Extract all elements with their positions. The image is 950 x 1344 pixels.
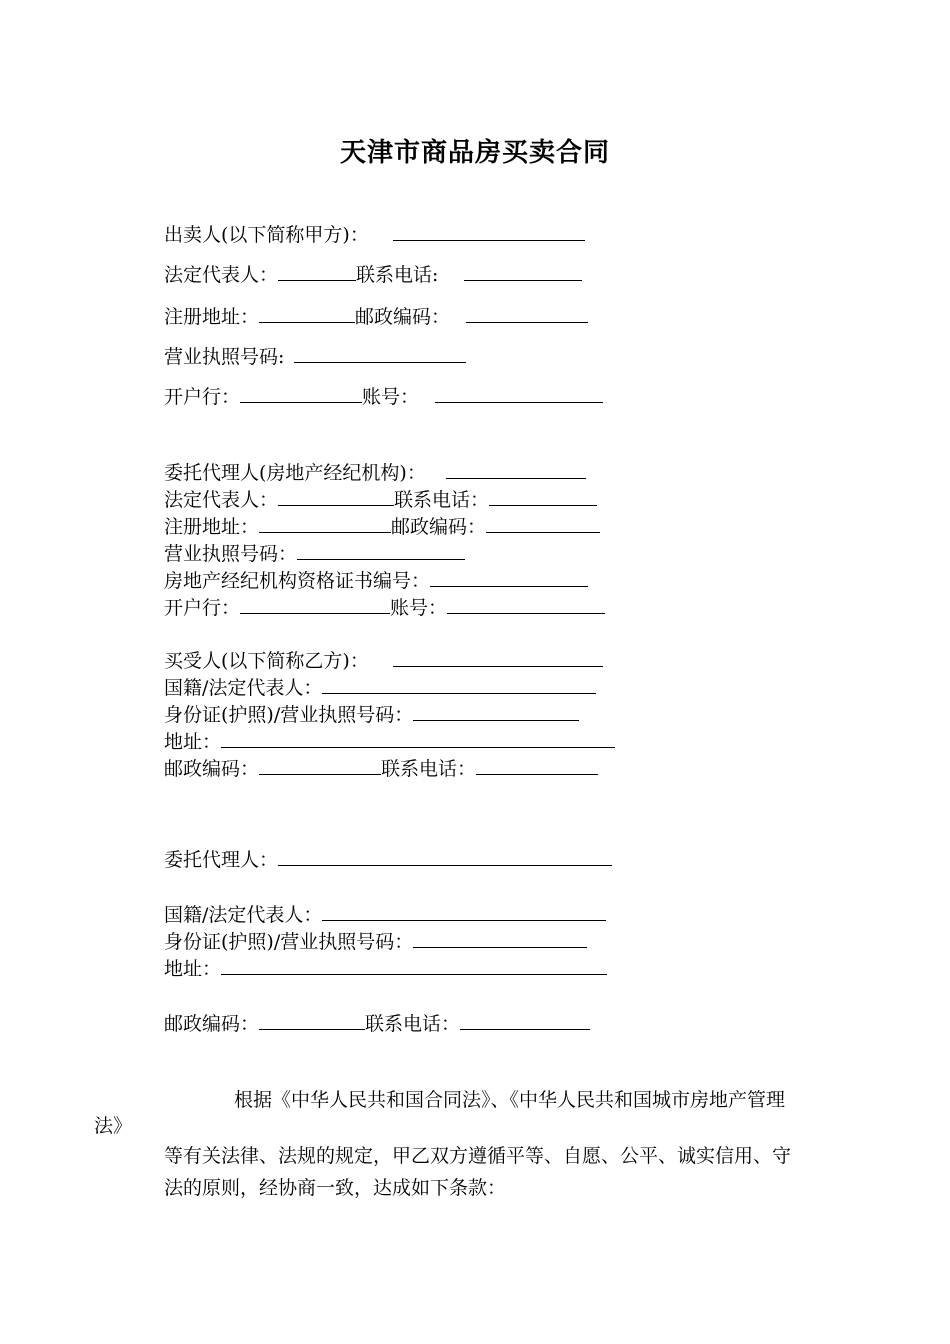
- buyer-id-row: [164, 702, 579, 727]
- seller-bank-row: [164, 384, 603, 409]
- seller-account-field[interactable]: [435, 384, 603, 403]
- seller-name-row: [164, 222, 585, 247]
- buyer-name-field[interactable]: [393, 648, 603, 667]
- buyer-agent-address-label: 地址：: [164, 958, 222, 980]
- buyer-agent-address-field[interactable]: [221, 956, 607, 975]
- buyer-agent-phone-label: 联系电话：: [365, 1013, 461, 1035]
- buyer-agent-name-label: 委托代理人：: [164, 849, 279, 871]
- seller-agent-license-row: [164, 541, 465, 566]
- buyer-agent-nationality-row: [164, 902, 606, 927]
- seller-agent-license-field[interactable]: [297, 541, 465, 560]
- buyer-postcode-row: [164, 756, 598, 781]
- seller-agent-legal-rep-label: 法定代表人：: [164, 489, 279, 511]
- seller-agent-bank-field[interactable]: [240, 595, 390, 614]
- seller-agent-cert-label: 房地产经纪机构资格证书编号：: [164, 570, 431, 592]
- seller-rep-row: [164, 262, 582, 287]
- seller-agent-rep-row: [164, 487, 597, 512]
- seller-agent-bank-label: 开户行：: [164, 597, 241, 619]
- buyer-agent-id-row: [164, 929, 587, 954]
- seller-license-row: [164, 344, 466, 369]
- buyer-nationality-row: [164, 675, 596, 700]
- buyer-agent-postcode-field[interactable]: [259, 1011, 365, 1030]
- seller-agent-name-label: 委托代理人(房地产经纪机构)：: [164, 462, 426, 484]
- preamble-line-4: 法的原则，经协商一致，达成如下条款：: [164, 1177, 507, 1199]
- seller-agent-postcode-field[interactable]: [486, 514, 600, 533]
- seller-license-field[interactable]: [294, 344, 466, 363]
- page-title: 天津市商品房买卖合同: [339, 138, 610, 168]
- seller-agent-account-field[interactable]: [447, 595, 605, 614]
- buyer-agent-postcode-label: 邮政编码：: [164, 1013, 260, 1035]
- seller-account-label: 账号：: [362, 386, 420, 408]
- seller-agent-postcode-label: 邮政编码：: [391, 516, 487, 538]
- seller-postcode-label: 邮政编码：: [355, 306, 451, 328]
- buyer-agent-address-row: [164, 956, 607, 981]
- seller-bank-field[interactable]: [240, 384, 362, 403]
- seller-phone-field[interactable]: [464, 262, 582, 281]
- seller-license-label: 营业执照号码:: [164, 346, 285, 368]
- seller-agent-address-field[interactable]: [259, 514, 391, 533]
- seller-agent-license-label: 营业执照号码：: [164, 543, 298, 565]
- buyer-nationality-field[interactable]: [322, 675, 596, 694]
- seller-agent-bank-row: [164, 595, 605, 620]
- preamble-line-2: 法》: [94, 1115, 133, 1137]
- buyer-id-label: 身份证(护照)/营业执照号码：: [164, 704, 414, 726]
- seller-address-label: 注册地址：: [164, 306, 260, 328]
- buyer-agent-phone-field[interactable]: [460, 1011, 590, 1030]
- seller-address-row: [164, 304, 588, 329]
- seller-agent-legal-rep-field[interactable]: [278, 487, 394, 506]
- buyer-nationality-label: 国籍/法定代表人：: [164, 677, 323, 699]
- seller-agent-address-label: 注册地址：: [164, 516, 260, 538]
- buyer-agent-nationality-field[interactable]: [322, 902, 606, 921]
- seller-name-field[interactable]: [393, 222, 585, 241]
- buyer-agent-nationality-label: 国籍/法定代表人：: [164, 904, 323, 926]
- buyer-phone-field[interactable]: [476, 756, 598, 775]
- buyer-agent-id-label: 身份证(护照)/营业执照号码：: [164, 931, 414, 953]
- buyer-agent-name-field[interactable]: [278, 847, 612, 866]
- buyer-agent-name-row: [164, 847, 612, 872]
- seller-agent-cert-field[interactable]: [430, 568, 588, 587]
- seller-address-field[interactable]: [259, 304, 355, 323]
- seller-agent-phone-label: 联系电话：: [394, 489, 490, 511]
- buyer-address-row: [164, 729, 615, 754]
- preamble-line-3: 等有关法律、法规的规定，甲乙双方遵循平等、自愿、公平、诚实信用、守: [164, 1145, 792, 1167]
- buyer-agent-id-field[interactable]: [413, 929, 587, 948]
- preamble-line-1: 根据《中华人民共和国合同法》、《中华人民共和国城市房地产管理: [234, 1089, 786, 1111]
- buyer-agent-postcode-row: [164, 1011, 590, 1036]
- seller-phone-label: 联系电话:: [356, 264, 439, 286]
- seller-agent-address-row: [164, 514, 600, 539]
- seller-agent-cert-row: [164, 568, 588, 593]
- seller-bank-label: 开户行：: [164, 386, 241, 408]
- buyer-address-label: 地址：: [164, 731, 222, 753]
- buyer-address-field[interactable]: [221, 729, 615, 748]
- seller-postcode-field[interactable]: [466, 304, 588, 323]
- seller-legal-rep-label: 法定代表人：: [164, 264, 279, 286]
- seller-agent-phone-field[interactable]: [489, 487, 597, 506]
- buyer-name-row: [164, 648, 603, 673]
- buyer-id-field[interactable]: [413, 702, 579, 721]
- buyer-postcode-label: 邮政编码：: [164, 758, 260, 780]
- seller-legal-rep-field[interactable]: [278, 262, 356, 281]
- seller-agent-name-row: [164, 460, 586, 485]
- buyer-phone-label: 联系电话：: [381, 758, 477, 780]
- buyer-postcode-field[interactable]: [259, 756, 381, 775]
- seller-name-label: 出卖人(以下简称甲方)：: [164, 224, 369, 246]
- seller-agent-name-field[interactable]: [446, 460, 586, 479]
- seller-agent-account-label: 账号：: [390, 597, 448, 619]
- buyer-name-label: 买受人(以下简称乙方)：: [164, 650, 369, 672]
